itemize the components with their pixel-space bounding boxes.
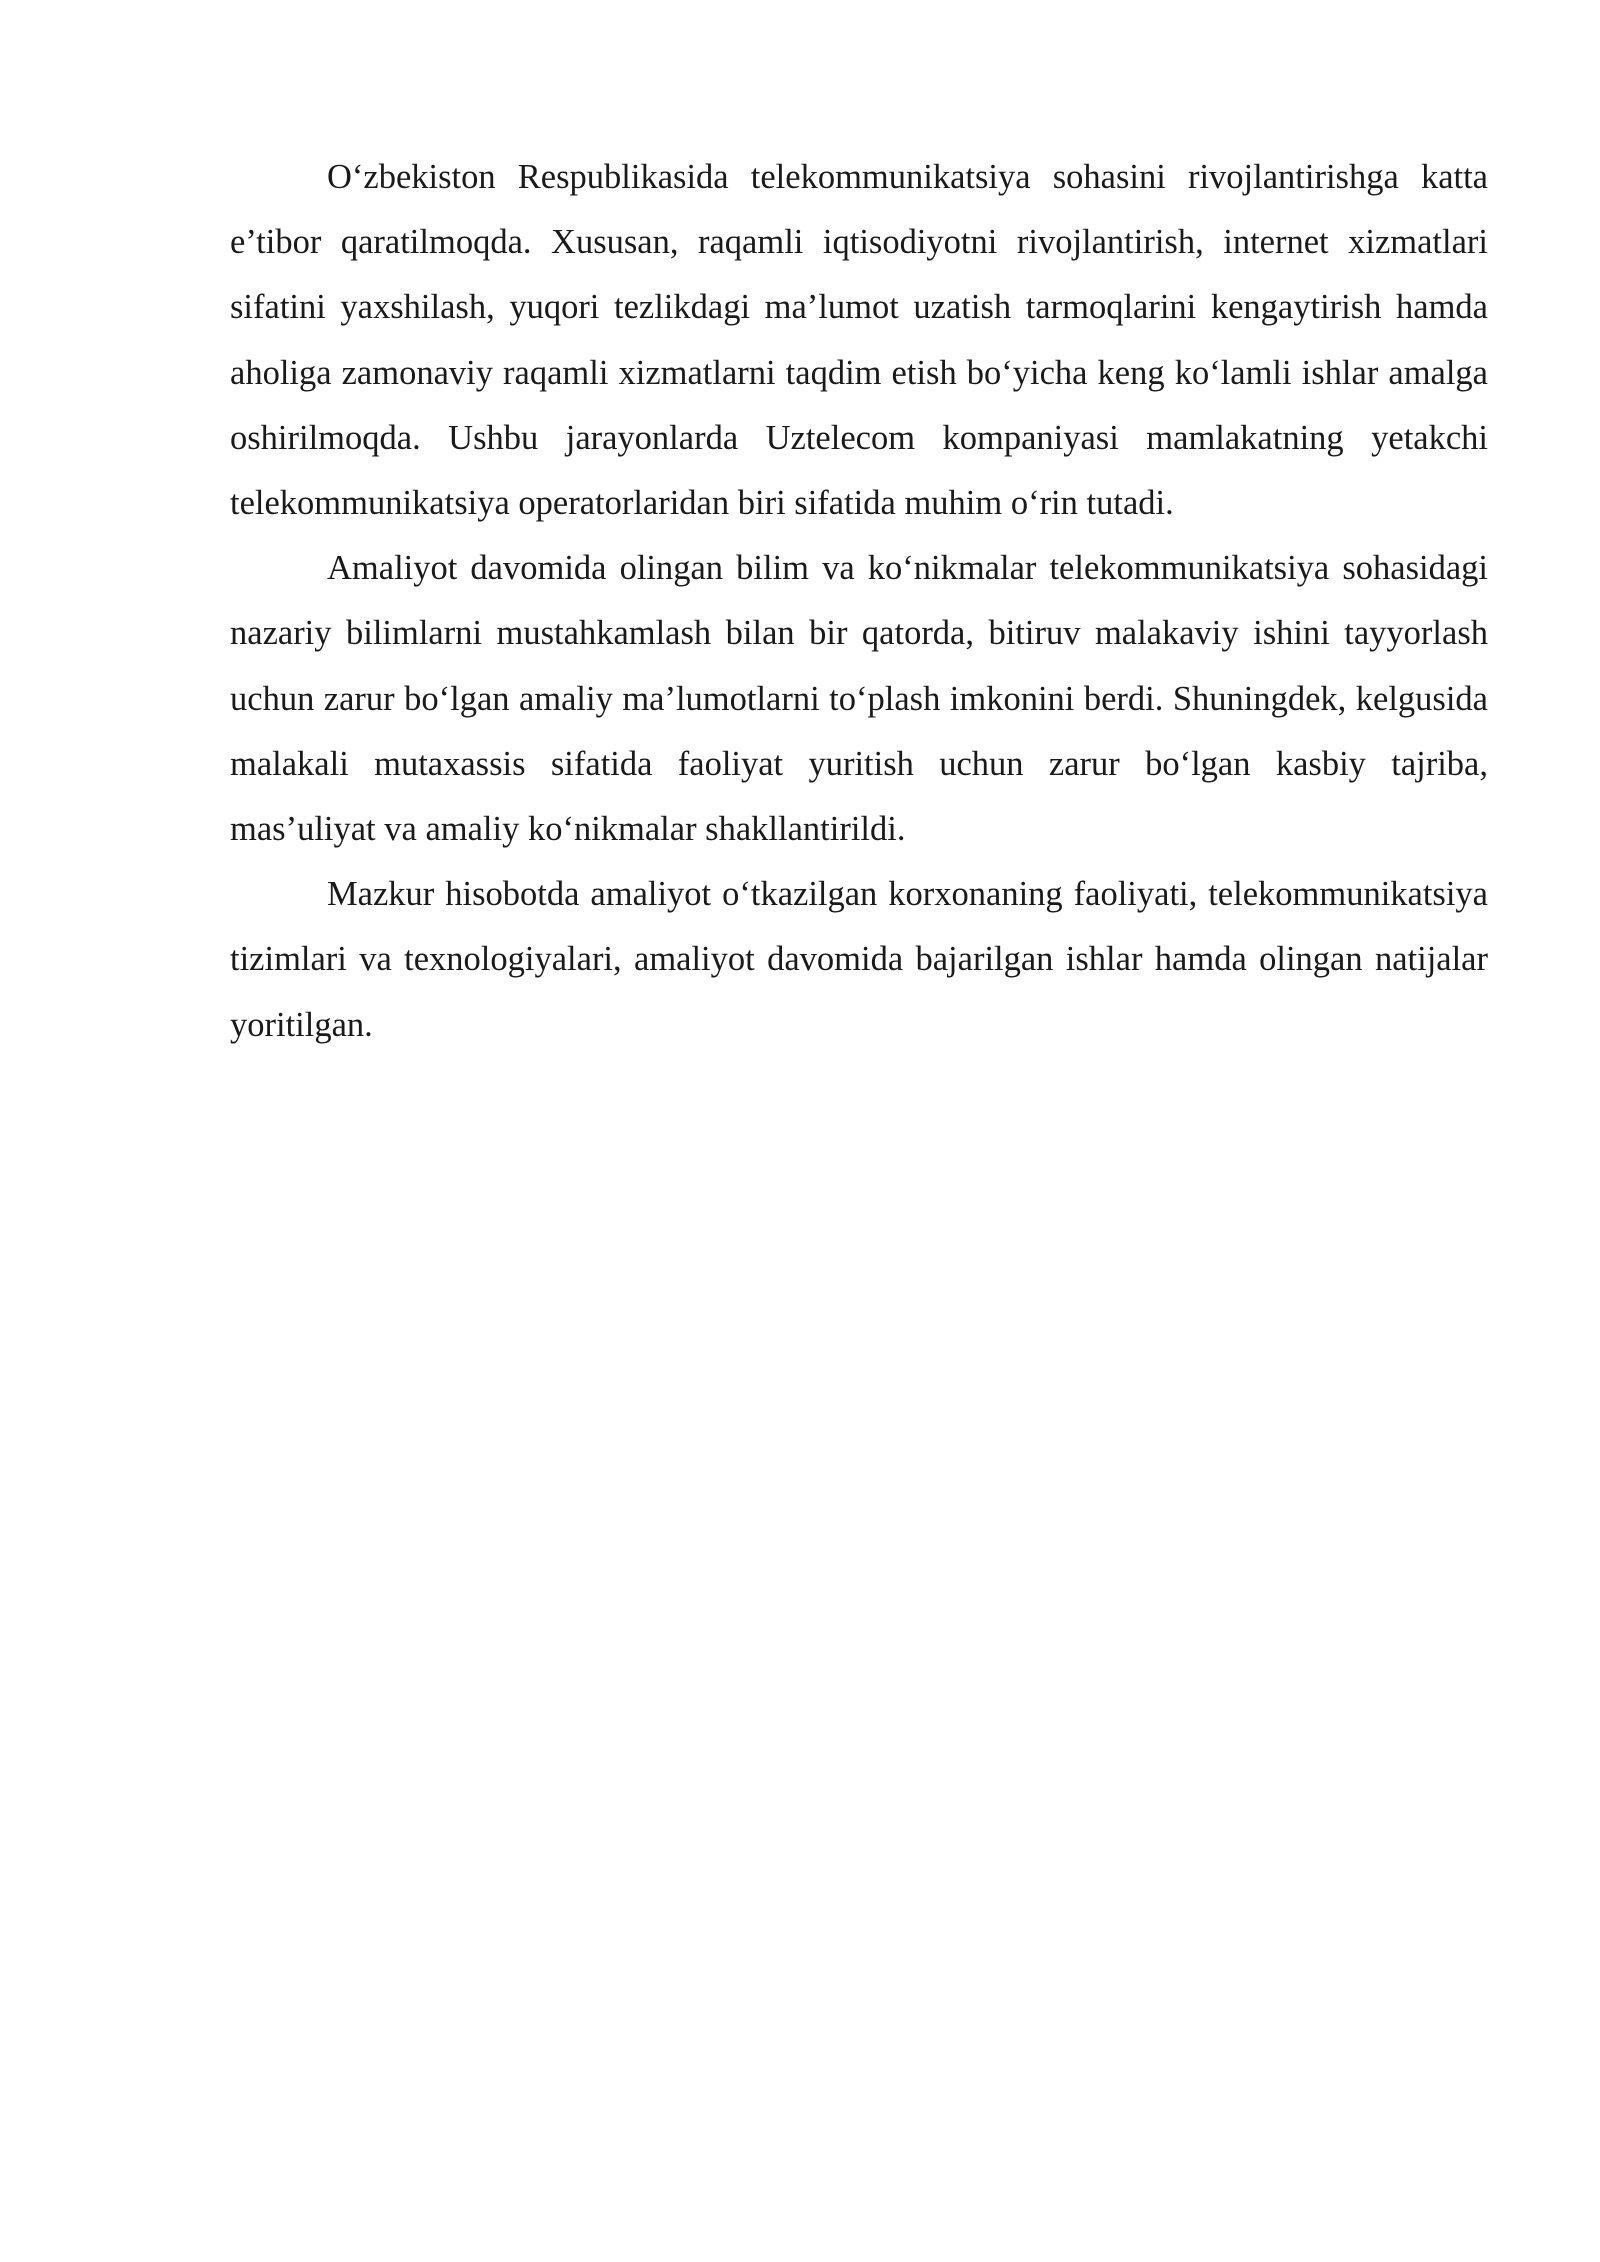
paragraph-3: Mazkur hisobotda amaliyot o‘tkazilgan korxonaning faoliyati, telekommunikatsiya tizimlari va texnologiyalari, amaliyot davomida bajarilgan ishlar hamda olingan natijalar yoritilgan. xyxy=(230,875,1488,1044)
paragraph-1: O‘zbekiston Respublikasida telekommunikatsiya sohasini rivojlantirishga katta e’tibor qaratilmoqda. Xususan, raqamli iqtisodiyotni rivojlantirish, internet xizmatlari sifatini yaxshilash, yuqori tezlikdagi ma’lumot uzatish tarmoqlarini kengaytirish hamda aholiga zamonaviy raqamli xizmatlarni taqdim etish bo‘yicha keng ko‘lamli ishlar amalga oshirilmoqda. Ushbu jarayonlarda Uztelecom kompaniyasi mamlakatning yetakchi telekommunikatsiya operatorlaridan biri sifatida muhim o‘rin tutadi. xyxy=(230,158,1488,523)
document-body xyxy=(230,145,1488,1058)
paragraph-2: Amaliyot davomida olingan bilim va ko‘nikmalar telekommunikatsiya sohasidagi nazariy bilimlarni mustahkamlash bilan bir qatorda, bitiruv malakaviy ishini tayyorlash uchun zarur bo‘lgan amaliy ma’lumotlarni to‘plash imkonini berdi. Shuningdek, kelgusida malakali mutaxassis sifatida faoliyat yuritish uchun zarur bo‘lgan kasbiy tajriba, mas’uliyat va amaliy ko‘nikmalar shakllantirildi. xyxy=(230,549,1488,849)
